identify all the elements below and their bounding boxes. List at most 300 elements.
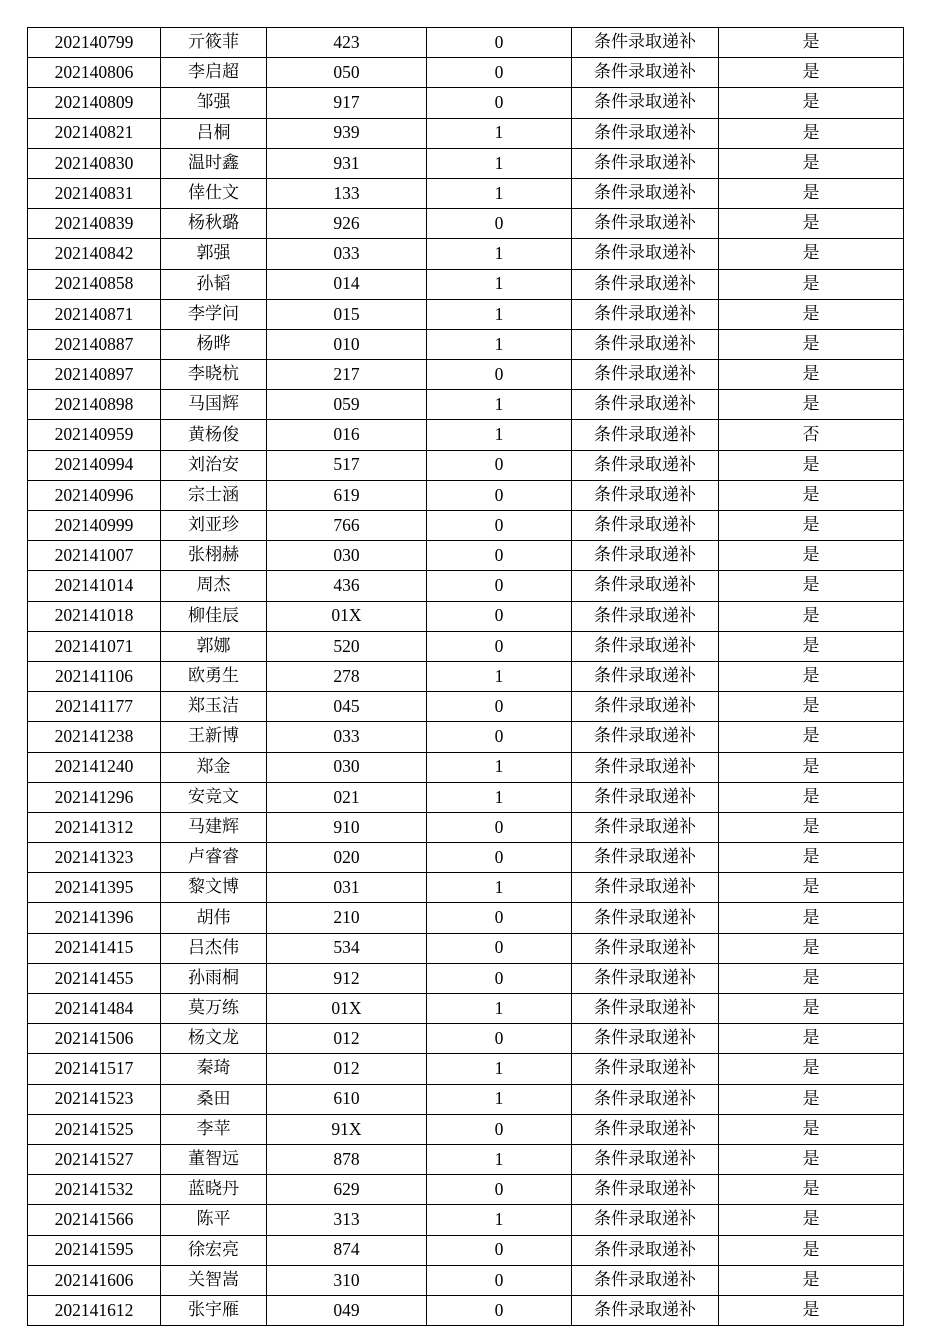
id-suffix-cell: 926 bbox=[267, 209, 427, 239]
flag-cell: 0 bbox=[427, 903, 572, 933]
flag-cell: 1 bbox=[427, 148, 572, 178]
name-cell: 王新博 bbox=[161, 722, 267, 752]
name-cell: 蓝晓丹 bbox=[161, 1175, 267, 1205]
id-suffix-cell: 012 bbox=[267, 1054, 427, 1084]
student-id-cell: 202141517 bbox=[28, 1054, 161, 1084]
student-id-cell: 202141071 bbox=[28, 631, 161, 661]
admission-type-cell: 条件录取递补 bbox=[572, 1084, 719, 1114]
student-id-cell: 202141595 bbox=[28, 1235, 161, 1265]
student-id-cell: 202140994 bbox=[28, 450, 161, 480]
table-body bbox=[28, 28, 904, 1326]
status-cell: 是 bbox=[719, 782, 904, 812]
admission-type-cell: 条件录取递补 bbox=[572, 1265, 719, 1295]
name-cell: 郭娜 bbox=[161, 631, 267, 661]
id-suffix-cell: 310 bbox=[267, 1265, 427, 1295]
id-suffix-cell: 520 bbox=[267, 631, 427, 661]
table-row bbox=[28, 752, 904, 782]
student-id-cell: 202141612 bbox=[28, 1295, 161, 1325]
status-cell: 是 bbox=[719, 1235, 904, 1265]
student-id-cell: 202141007 bbox=[28, 541, 161, 571]
id-suffix-cell: 01X bbox=[267, 601, 427, 631]
admission-type-cell: 条件录取递补 bbox=[572, 752, 719, 782]
student-id-cell: 202140897 bbox=[28, 360, 161, 390]
table-row bbox=[28, 299, 904, 329]
status-cell: 是 bbox=[719, 148, 904, 178]
student-id-cell: 202141415 bbox=[28, 933, 161, 963]
status-cell: 是 bbox=[719, 722, 904, 752]
admission-type-cell: 条件录取递补 bbox=[572, 420, 719, 450]
id-suffix-cell: 313 bbox=[267, 1205, 427, 1235]
admission-type-cell: 条件录取递补 bbox=[572, 1024, 719, 1054]
status-cell: 是 bbox=[719, 480, 904, 510]
table-row bbox=[28, 360, 904, 390]
admission-type-cell: 条件录取递补 bbox=[572, 390, 719, 420]
table-row bbox=[28, 661, 904, 691]
student-id-cell: 202141014 bbox=[28, 571, 161, 601]
flag-cell: 0 bbox=[427, 58, 572, 88]
table-row bbox=[28, 963, 904, 993]
name-cell: 吕桐 bbox=[161, 118, 267, 148]
student-id-cell: 202140821 bbox=[28, 118, 161, 148]
name-cell: 安竞文 bbox=[161, 782, 267, 812]
flag-cell: 0 bbox=[427, 1235, 572, 1265]
flag-cell: 0 bbox=[427, 843, 572, 873]
table-row bbox=[28, 541, 904, 571]
name-cell: 张栩赫 bbox=[161, 541, 267, 571]
status-cell: 是 bbox=[719, 269, 904, 299]
admission-type-cell: 条件录取递补 bbox=[572, 118, 719, 148]
table-row bbox=[28, 722, 904, 752]
status-cell: 是 bbox=[719, 1054, 904, 1084]
admission-type-cell: 条件录取递补 bbox=[572, 1235, 719, 1265]
table-row bbox=[28, 692, 904, 722]
admission-type-cell: 条件录取递补 bbox=[572, 601, 719, 631]
name-cell: 邹强 bbox=[161, 88, 267, 118]
student-id-cell: 202141106 bbox=[28, 661, 161, 691]
table-row bbox=[28, 28, 904, 58]
id-suffix-cell: 629 bbox=[267, 1175, 427, 1205]
admission-type-cell: 条件录取递补 bbox=[572, 58, 719, 88]
status-cell: 是 bbox=[719, 1144, 904, 1174]
id-suffix-cell: 014 bbox=[267, 269, 427, 299]
admission-type-cell: 条件录取递补 bbox=[572, 812, 719, 842]
flag-cell: 1 bbox=[427, 873, 572, 903]
flag-cell: 1 bbox=[427, 420, 572, 450]
student-id-cell: 202141296 bbox=[28, 782, 161, 812]
flag-cell: 0 bbox=[427, 571, 572, 601]
id-suffix-cell: 012 bbox=[267, 1024, 427, 1054]
flag-cell: 1 bbox=[427, 1205, 572, 1235]
name-cell: 温时鑫 bbox=[161, 148, 267, 178]
name-cell: 黄杨俊 bbox=[161, 420, 267, 450]
student-id-cell: 202141238 bbox=[28, 722, 161, 752]
student-id-cell: 202141484 bbox=[28, 994, 161, 1024]
id-suffix-cell: 423 bbox=[267, 28, 427, 58]
table-row bbox=[28, 782, 904, 812]
admission-type-cell: 条件录取递补 bbox=[572, 631, 719, 661]
admission-type-cell: 条件录取递补 bbox=[572, 480, 719, 510]
admission-type-cell: 条件录取递补 bbox=[572, 28, 719, 58]
status-cell: 是 bbox=[719, 1205, 904, 1235]
status-cell: 是 bbox=[719, 1024, 904, 1054]
table-row bbox=[28, 420, 904, 450]
admission-type-cell: 条件录取递补 bbox=[572, 873, 719, 903]
status-cell: 是 bbox=[719, 601, 904, 631]
name-cell: 李启超 bbox=[161, 58, 267, 88]
status-cell: 是 bbox=[719, 360, 904, 390]
student-id-cell: 202141506 bbox=[28, 1024, 161, 1054]
admission-type-cell: 条件录取递补 bbox=[572, 450, 719, 480]
id-suffix-cell: 91X bbox=[267, 1114, 427, 1144]
flag-cell: 0 bbox=[427, 812, 572, 842]
id-suffix-cell: 874 bbox=[267, 1235, 427, 1265]
status-cell: 是 bbox=[719, 752, 904, 782]
table-row bbox=[28, 1205, 904, 1235]
name-cell: 刘治安 bbox=[161, 450, 267, 480]
flag-cell: 1 bbox=[427, 269, 572, 299]
name-cell: 黎文博 bbox=[161, 873, 267, 903]
table-row bbox=[28, 631, 904, 661]
status-cell: 是 bbox=[719, 1175, 904, 1205]
table-row bbox=[28, 480, 904, 510]
admission-type-cell: 条件录取递补 bbox=[572, 511, 719, 541]
flag-cell: 0 bbox=[427, 511, 572, 541]
status-cell: 是 bbox=[719, 1114, 904, 1144]
student-id-cell: 202141240 bbox=[28, 752, 161, 782]
flag-cell: 0 bbox=[427, 28, 572, 58]
student-id-cell: 202140887 bbox=[28, 329, 161, 359]
id-suffix-cell: 878 bbox=[267, 1144, 427, 1174]
status-cell: 是 bbox=[719, 450, 904, 480]
table-row bbox=[28, 450, 904, 480]
flag-cell: 1 bbox=[427, 299, 572, 329]
admission-type-cell: 条件录取递补 bbox=[572, 843, 719, 873]
name-cell: 马建辉 bbox=[161, 812, 267, 842]
id-suffix-cell: 045 bbox=[267, 692, 427, 722]
admission-type-cell: 条件录取递补 bbox=[572, 239, 719, 269]
name-cell: 杨秋璐 bbox=[161, 209, 267, 239]
student-id-cell: 202141606 bbox=[28, 1265, 161, 1295]
name-cell: 马国辉 bbox=[161, 390, 267, 420]
table-row bbox=[28, 209, 904, 239]
admission-type-cell: 条件录取递补 bbox=[572, 1114, 719, 1144]
status-cell: 是 bbox=[719, 994, 904, 1024]
id-suffix-cell: 016 bbox=[267, 420, 427, 450]
id-suffix-cell: 931 bbox=[267, 148, 427, 178]
flag-cell: 0 bbox=[427, 1175, 572, 1205]
table-row bbox=[28, 1295, 904, 1325]
flag-cell: 1 bbox=[427, 782, 572, 812]
table-row bbox=[28, 239, 904, 269]
name-cell: 关智嵩 bbox=[161, 1265, 267, 1295]
flag-cell: 1 bbox=[427, 1084, 572, 1114]
status-cell: 是 bbox=[719, 631, 904, 661]
flag-cell: 0 bbox=[427, 1114, 572, 1144]
name-cell: 宗士涵 bbox=[161, 480, 267, 510]
status-cell: 是 bbox=[719, 58, 904, 88]
student-id-cell: 202141323 bbox=[28, 843, 161, 873]
id-suffix-cell: 021 bbox=[267, 782, 427, 812]
student-id-cell: 202141018 bbox=[28, 601, 161, 631]
student-id-cell: 202140999 bbox=[28, 511, 161, 541]
status-cell: 是 bbox=[719, 571, 904, 601]
status-cell: 否 bbox=[719, 420, 904, 450]
admission-type-cell: 条件录取递补 bbox=[572, 178, 719, 208]
name-cell: 董智远 bbox=[161, 1144, 267, 1174]
table-row bbox=[28, 88, 904, 118]
admission-type-cell: 条件录取递补 bbox=[572, 933, 719, 963]
id-suffix-cell: 278 bbox=[267, 661, 427, 691]
id-suffix-cell: 436 bbox=[267, 571, 427, 601]
flag-cell: 1 bbox=[427, 752, 572, 782]
name-cell: 桑田 bbox=[161, 1084, 267, 1114]
admission-type-cell: 条件录取递补 bbox=[572, 541, 719, 571]
status-cell: 是 bbox=[719, 963, 904, 993]
name-cell: 杨晔 bbox=[161, 329, 267, 359]
id-suffix-cell: 033 bbox=[267, 239, 427, 269]
flag-cell: 1 bbox=[427, 1144, 572, 1174]
status-cell: 是 bbox=[719, 118, 904, 148]
flag-cell: 0 bbox=[427, 450, 572, 480]
name-cell: 欧勇生 bbox=[161, 661, 267, 691]
name-cell: 李苹 bbox=[161, 1114, 267, 1144]
status-cell: 是 bbox=[719, 903, 904, 933]
status-cell: 是 bbox=[719, 390, 904, 420]
id-suffix-cell: 619 bbox=[267, 480, 427, 510]
admission-type-cell: 条件录取递补 bbox=[572, 692, 719, 722]
flag-cell: 1 bbox=[427, 118, 572, 148]
status-cell: 是 bbox=[719, 692, 904, 722]
status-cell: 是 bbox=[719, 299, 904, 329]
flag-cell: 1 bbox=[427, 178, 572, 208]
admission-type-cell: 条件录取递补 bbox=[572, 571, 719, 601]
table-row bbox=[28, 1114, 904, 1144]
student-id-cell: 202141566 bbox=[28, 1205, 161, 1235]
table-row bbox=[28, 1024, 904, 1054]
name-cell: 倖仕文 bbox=[161, 178, 267, 208]
status-cell: 是 bbox=[719, 661, 904, 691]
name-cell: 吕杰伟 bbox=[161, 933, 267, 963]
flag-cell: 1 bbox=[427, 994, 572, 1024]
status-cell: 是 bbox=[719, 541, 904, 571]
table-row bbox=[28, 1175, 904, 1205]
name-cell: 周杰 bbox=[161, 571, 267, 601]
student-id-cell: 202140996 bbox=[28, 480, 161, 510]
id-suffix-cell: 917 bbox=[267, 88, 427, 118]
admission-type-cell: 条件录取递补 bbox=[572, 994, 719, 1024]
id-suffix-cell: 01X bbox=[267, 994, 427, 1024]
status-cell: 是 bbox=[719, 873, 904, 903]
student-id-cell: 202140858 bbox=[28, 269, 161, 299]
name-cell: 徐宏亮 bbox=[161, 1235, 267, 1265]
name-cell: 孙雨桐 bbox=[161, 963, 267, 993]
flag-cell: 0 bbox=[427, 963, 572, 993]
flag-cell: 1 bbox=[427, 661, 572, 691]
table-row bbox=[28, 601, 904, 631]
table-row bbox=[28, 1084, 904, 1114]
student-id-cell: 202141395 bbox=[28, 873, 161, 903]
table-row bbox=[28, 933, 904, 963]
table-row bbox=[28, 178, 904, 208]
name-cell: 亓筱菲 bbox=[161, 28, 267, 58]
name-cell: 张宇雁 bbox=[161, 1295, 267, 1325]
status-cell: 是 bbox=[719, 511, 904, 541]
admission-type-cell: 条件录取递补 bbox=[572, 209, 719, 239]
flag-cell: 0 bbox=[427, 631, 572, 661]
student-id-cell: 202140898 bbox=[28, 390, 161, 420]
admission-type-cell: 条件录取递补 bbox=[572, 903, 719, 933]
admission-type-cell: 条件录取递补 bbox=[572, 329, 719, 359]
flag-cell: 0 bbox=[427, 88, 572, 118]
table-row bbox=[28, 58, 904, 88]
status-cell: 是 bbox=[719, 88, 904, 118]
id-suffix-cell: 217 bbox=[267, 360, 427, 390]
id-suffix-cell: 033 bbox=[267, 722, 427, 752]
student-id-cell: 202140830 bbox=[28, 148, 161, 178]
student-id-cell: 202140839 bbox=[28, 209, 161, 239]
table-row bbox=[28, 1235, 904, 1265]
flag-cell: 0 bbox=[427, 541, 572, 571]
student-id-cell: 202141532 bbox=[28, 1175, 161, 1205]
status-cell: 是 bbox=[719, 329, 904, 359]
id-suffix-cell: 133 bbox=[267, 178, 427, 208]
table-row bbox=[28, 843, 904, 873]
name-cell: 李学问 bbox=[161, 299, 267, 329]
student-id-cell: 202141525 bbox=[28, 1114, 161, 1144]
name-cell: 郭强 bbox=[161, 239, 267, 269]
table-row bbox=[28, 1054, 904, 1084]
flag-cell: 1 bbox=[427, 239, 572, 269]
student-id-cell: 202140806 bbox=[28, 58, 161, 88]
table-row bbox=[28, 329, 904, 359]
table-row bbox=[28, 994, 904, 1024]
student-id-cell: 202140842 bbox=[28, 239, 161, 269]
flag-cell: 1 bbox=[427, 390, 572, 420]
admission-type-cell: 条件录取递补 bbox=[572, 722, 719, 752]
id-suffix-cell: 910 bbox=[267, 812, 427, 842]
id-suffix-cell: 030 bbox=[267, 752, 427, 782]
student-id-cell: 202140959 bbox=[28, 420, 161, 450]
name-cell: 孙韬 bbox=[161, 269, 267, 299]
flag-cell: 0 bbox=[427, 209, 572, 239]
name-cell: 胡伟 bbox=[161, 903, 267, 933]
admission-type-cell: 条件录取递补 bbox=[572, 269, 719, 299]
admission-table bbox=[27, 27, 904, 1326]
admission-type-cell: 条件录取递补 bbox=[572, 1205, 719, 1235]
admission-type-cell: 条件录取递补 bbox=[572, 360, 719, 390]
name-cell: 陈平 bbox=[161, 1205, 267, 1235]
id-suffix-cell: 766 bbox=[267, 511, 427, 541]
flag-cell: 0 bbox=[427, 933, 572, 963]
id-suffix-cell: 015 bbox=[267, 299, 427, 329]
name-cell: 莫万练 bbox=[161, 994, 267, 1024]
table-row bbox=[28, 812, 904, 842]
table-row bbox=[28, 148, 904, 178]
name-cell: 杨文龙 bbox=[161, 1024, 267, 1054]
id-suffix-cell: 912 bbox=[267, 963, 427, 993]
name-cell: 刘亚珍 bbox=[161, 511, 267, 541]
admission-type-cell: 条件录取递补 bbox=[572, 1175, 719, 1205]
flag-cell: 0 bbox=[427, 1024, 572, 1054]
student-id-cell: 202141177 bbox=[28, 692, 161, 722]
id-suffix-cell: 030 bbox=[267, 541, 427, 571]
flag-cell: 0 bbox=[427, 360, 572, 390]
name-cell: 秦琦 bbox=[161, 1054, 267, 1084]
id-suffix-cell: 031 bbox=[267, 873, 427, 903]
status-cell: 是 bbox=[719, 1265, 904, 1295]
table-row bbox=[28, 873, 904, 903]
admission-type-cell: 条件录取递补 bbox=[572, 148, 719, 178]
student-id-cell: 202140799 bbox=[28, 28, 161, 58]
id-suffix-cell: 010 bbox=[267, 329, 427, 359]
table-row bbox=[28, 511, 904, 541]
student-id-cell: 202141396 bbox=[28, 903, 161, 933]
student-id-cell: 202141527 bbox=[28, 1144, 161, 1174]
student-id-cell: 202140809 bbox=[28, 88, 161, 118]
flag-cell: 0 bbox=[427, 692, 572, 722]
admission-type-cell: 条件录取递补 bbox=[572, 661, 719, 691]
flag-cell: 0 bbox=[427, 1295, 572, 1325]
flag-cell: 0 bbox=[427, 1265, 572, 1295]
admission-type-cell: 条件录取递补 bbox=[572, 299, 719, 329]
student-id-cell: 202140871 bbox=[28, 299, 161, 329]
id-suffix-cell: 020 bbox=[267, 843, 427, 873]
admission-type-cell: 条件录取递补 bbox=[572, 1144, 719, 1174]
table-row bbox=[28, 903, 904, 933]
id-suffix-cell: 050 bbox=[267, 58, 427, 88]
flag-cell: 1 bbox=[427, 1054, 572, 1084]
name-cell: 李晓杭 bbox=[161, 360, 267, 390]
table-row bbox=[28, 1144, 904, 1174]
id-suffix-cell: 610 bbox=[267, 1084, 427, 1114]
status-cell: 是 bbox=[719, 1295, 904, 1325]
status-cell: 是 bbox=[719, 239, 904, 269]
student-id-cell: 202140831 bbox=[28, 178, 161, 208]
flag-cell: 0 bbox=[427, 480, 572, 510]
id-suffix-cell: 210 bbox=[267, 903, 427, 933]
status-cell: 是 bbox=[719, 1084, 904, 1114]
name-cell: 柳佳辰 bbox=[161, 601, 267, 631]
name-cell: 郑金 bbox=[161, 752, 267, 782]
id-suffix-cell: 517 bbox=[267, 450, 427, 480]
admission-type-cell: 条件录取递补 bbox=[572, 963, 719, 993]
status-cell: 是 bbox=[719, 209, 904, 239]
table-row bbox=[28, 390, 904, 420]
status-cell: 是 bbox=[719, 28, 904, 58]
admission-type-cell: 条件录取递补 bbox=[572, 1295, 719, 1325]
name-cell: 卢睿睿 bbox=[161, 843, 267, 873]
status-cell: 是 bbox=[719, 178, 904, 208]
student-id-cell: 202141523 bbox=[28, 1084, 161, 1114]
id-suffix-cell: 059 bbox=[267, 390, 427, 420]
admission-type-cell: 条件录取递补 bbox=[572, 88, 719, 118]
name-cell: 郑玉洁 bbox=[161, 692, 267, 722]
flag-cell: 1 bbox=[427, 329, 572, 359]
table-row bbox=[28, 571, 904, 601]
admission-type-cell: 条件录取递补 bbox=[572, 1054, 719, 1084]
id-suffix-cell: 939 bbox=[267, 118, 427, 148]
status-cell: 是 bbox=[719, 933, 904, 963]
flag-cell: 0 bbox=[427, 722, 572, 752]
table-row bbox=[28, 1265, 904, 1295]
status-cell: 是 bbox=[719, 812, 904, 842]
id-suffix-cell: 534 bbox=[267, 933, 427, 963]
table-row bbox=[28, 118, 904, 148]
table-row bbox=[28, 269, 904, 299]
id-suffix-cell: 049 bbox=[267, 1295, 427, 1325]
flag-cell: 0 bbox=[427, 601, 572, 631]
admission-type-cell: 条件录取递补 bbox=[572, 782, 719, 812]
